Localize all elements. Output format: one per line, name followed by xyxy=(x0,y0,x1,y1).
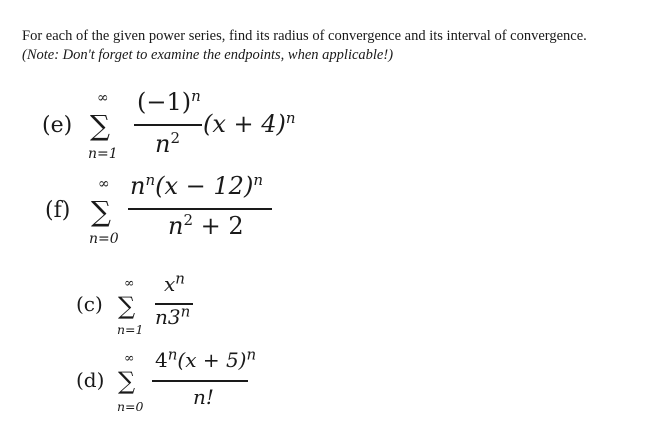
fraction-bar xyxy=(134,124,202,126)
problem-label: (f) xyxy=(45,198,71,223)
sum-upper-limit: ∞ xyxy=(98,176,110,192)
fraction-numerator: $4^n(x + 5)^n$ xyxy=(155,345,257,372)
problem-label: (d) xyxy=(76,368,105,392)
instruction-line: For each of the given power series, find its radius of convergence and its interval of convergence. xyxy=(22,28,587,44)
fraction-numerator: $(-1)^n$ xyxy=(137,87,201,116)
sum-lower-limit: n=1 xyxy=(117,322,144,337)
problem-label: (c) xyxy=(76,292,103,316)
instruction-note: (Note: Don't forget to examine the endpoints, when applicable!) xyxy=(22,47,394,63)
sum-upper-limit: ∞ xyxy=(124,275,135,290)
sigma-symbol: ∑ xyxy=(118,292,136,320)
sum-lower-limit: n=0 xyxy=(117,399,144,414)
fraction-denominator: $n^2 + 2$ xyxy=(168,211,244,240)
sigma-symbol: ∑ xyxy=(91,195,111,228)
problem-instructions xyxy=(22,27,647,65)
sigma-symbol: ∑ xyxy=(90,109,110,142)
problem-label: (e) xyxy=(42,113,73,138)
fraction-numerator: $x^n$ xyxy=(164,269,185,296)
fraction-numerator: $n^n(x - 12)^n$ xyxy=(130,171,263,200)
sum-lower-limit: n=1 xyxy=(88,146,118,162)
sum-lower-limit: n=0 xyxy=(89,231,119,247)
fraction-bar xyxy=(152,380,248,382)
fraction-denominator: n! xyxy=(193,385,214,409)
fraction-denominator: n3$^n$ xyxy=(155,302,191,329)
sum-upper-limit: ∞ xyxy=(97,90,109,106)
sigma-symbol: ∑ xyxy=(118,367,136,395)
fraction-denominator: $n^2$ xyxy=(155,129,181,158)
sum-upper-limit: ∞ xyxy=(124,350,135,365)
series-term-factor: $(x + 4)^n$ xyxy=(203,109,296,138)
fraction-bar xyxy=(128,208,272,210)
